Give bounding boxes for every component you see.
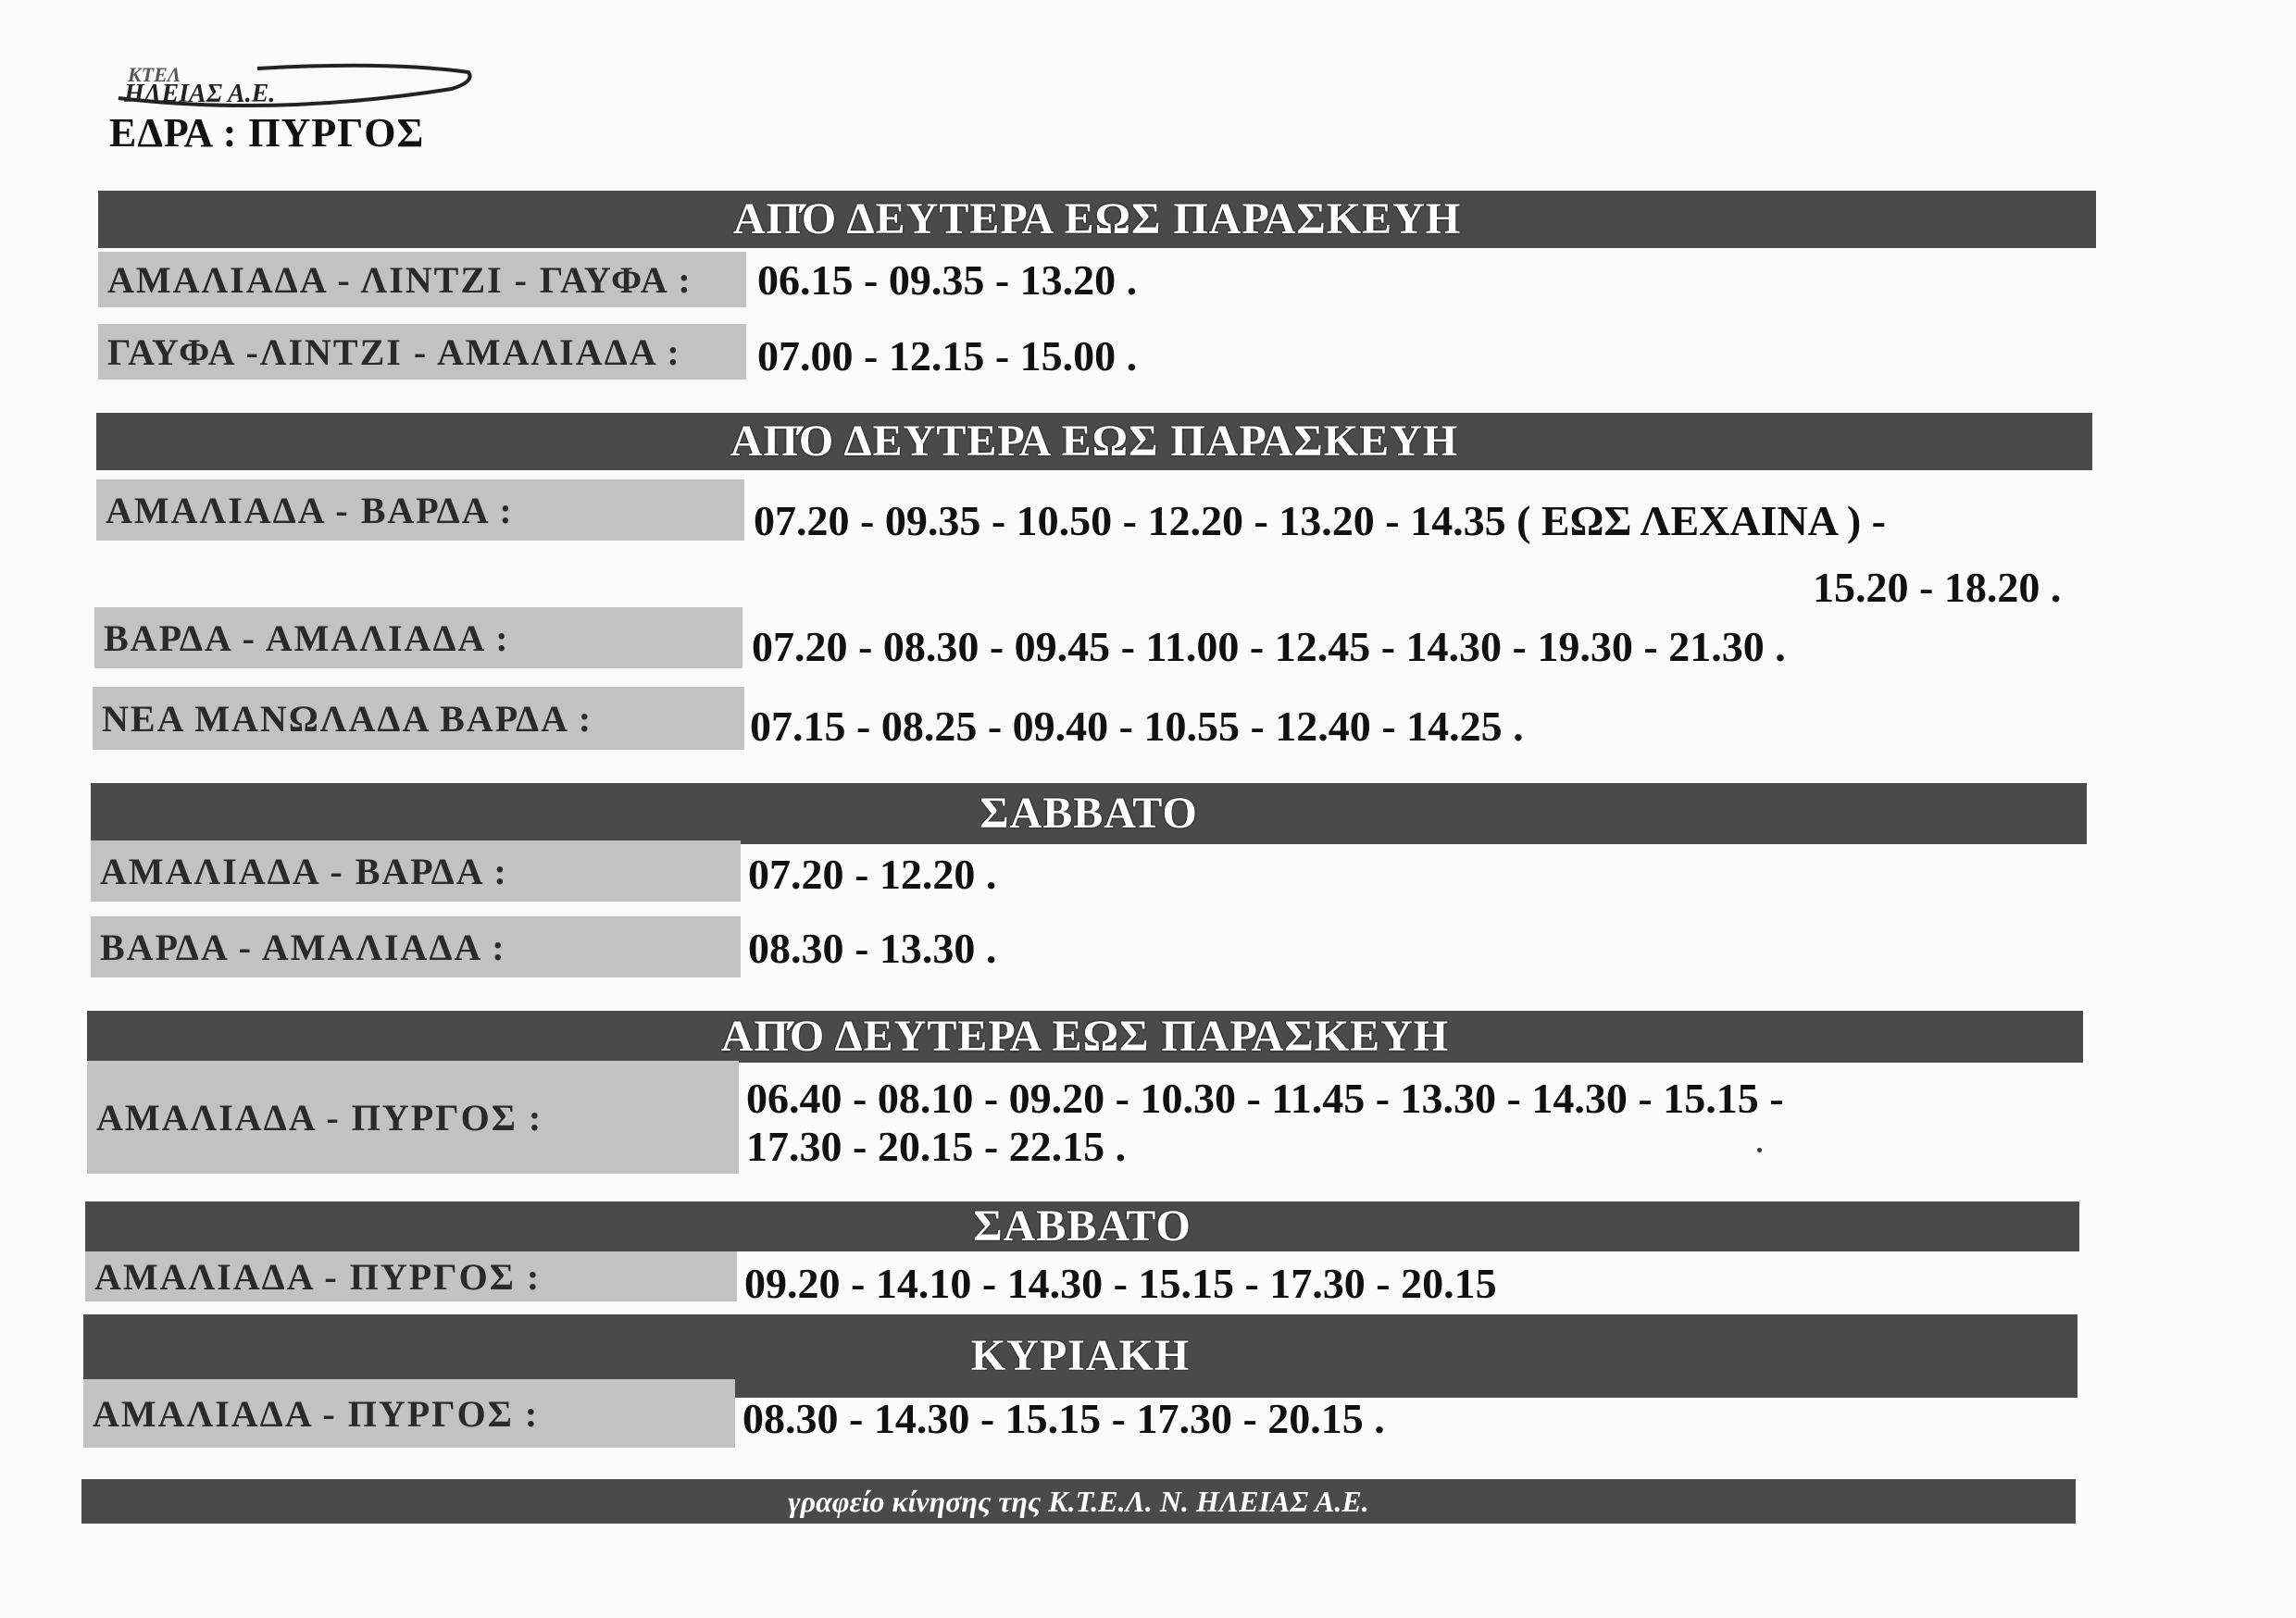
- route-label: ΓΑΥΦΑ -ΛΙΝΤΖΙ - ΑΜΑΛΙΑΔΑ :: [98, 324, 746, 380]
- route-times: 07.20 - 12.20 .: [748, 851, 997, 898]
- section-header-sunday: ΚΥΡΙΑΚΗ: [83, 1314, 2078, 1398]
- svg-text:ΗΛΕΙΑΣ Α.Ε.: ΗΛΕΙΑΣ Α.Ε.: [124, 80, 276, 108]
- route-label: ΑΜΑΛΙΑΔΑ - ΒΑΡΔΑ :: [96, 479, 744, 541]
- route-label: ΑΜΑΛΙΑΔΑ - ΠΥΡΓΟΣ :: [85, 1251, 737, 1301]
- route-times: 07.15 - 08.25 - 09.40 - 10.55 - 12.40 - 14.25 .: [750, 703, 1524, 750]
- route-times: 07.20 - 09.35 - 10.50 - 12.20 - 13.20 - 14.35 ( ΕΩΣ ΛΕΧΑΙΝΑ ) -: [754, 497, 1886, 544]
- section-header-weekdays-1: ΑΠΌ ΔΕΥΤΕΡΑ ΕΩΣ ΠΑΡΑΣΚΕΥΗ: [98, 191, 2096, 248]
- seat-label: ΕΔΡΑ : ΠΥΡΓΟΣ: [109, 110, 425, 156]
- route-label: ΑΜΑΛΙΑΔΑ - ΒΑΡΔΑ :: [91, 840, 741, 902]
- route-times: 08.30 - 13.30 .: [748, 925, 997, 972]
- section-header-saturday-2: ΣΑΒΒΑΤΟ: [85, 1201, 2079, 1251]
- route-times-continued: 15.20 - 18.20 .: [1813, 564, 2062, 611]
- speck: [1757, 1148, 1762, 1152]
- route-label: ΑΜΑΛΙΑΔΑ - ΠΥΡΓΟΣ :: [83, 1379, 735, 1448]
- route-times: 08.30 - 14.30 - 15.15 - 17.30 - 20.15 .: [742, 1395, 1385, 1442]
- section-header-saturday-1: ΣΑΒΒΑΤΟ: [91, 783, 2087, 844]
- route-times: 06.40 - 08.10 - 09.20 - 10.30 - 11.45 - 13.30 - 14.30 - 15.15 -: [746, 1075, 1784, 1122]
- svg-text:ΚΤΕΛ: ΚΤΕΛ: [128, 63, 181, 86]
- route-times: 07.00 - 12.15 - 15.00 .: [757, 332, 1138, 380]
- section-header-weekdays-2: ΑΠΌ ΔΕΥΤΕΡΑ ΕΩΣ ΠΑΡΑΣΚΕΥΗ: [96, 413, 2092, 470]
- route-label: ΒΑΡΔΑ - ΑΜΑΛΙΑΔΑ :: [94, 607, 742, 668]
- route-label: ΑΜΑΛΙΑΔΑ - ΠΥΡΓΟΣ :: [87, 1061, 739, 1174]
- route-label: ΑΜΑΛΙΑΔΑ - ΛΙΝΤΖΙ - ΓΑΥΦΑ :: [98, 252, 746, 307]
- section-header-weekdays-3: ΑΠΌ ΔΕΥΤΕΡΑ ΕΩΣ ΠΑΡΑΣΚΕΥΗ: [87, 1011, 2083, 1063]
- route-times-continued: 17.30 - 20.15 - 22.15 .: [746, 1123, 1127, 1170]
- route-times: 07.20 - 08.30 - 09.45 - 11.00 - 12.45 - 14.30 - 19.30 - 21.30 .: [752, 623, 1786, 670]
- route-label: ΝΕΑ ΜΑΝΩΛΑΔΑ ΒΑΡΔΑ :: [93, 687, 744, 750]
- route-times: 09.20 - 14.10 - 14.30 - 15.15 - 17.30 - 20.15: [744, 1260, 1497, 1307]
- route-label: ΒΑΡΔΑ - ΑΜΑΛΙΑΔΑ :: [91, 916, 741, 977]
- footer-band: γραφείο κίνησης της Κ.Τ.Ε.Λ. Ν. ΗΛΕΙΑΣ Α.Ε.: [81, 1479, 2076, 1524]
- route-times: 06.15 - 09.35 - 13.20 .: [757, 256, 1138, 304]
- ktel-logo: [109, 61, 480, 109]
